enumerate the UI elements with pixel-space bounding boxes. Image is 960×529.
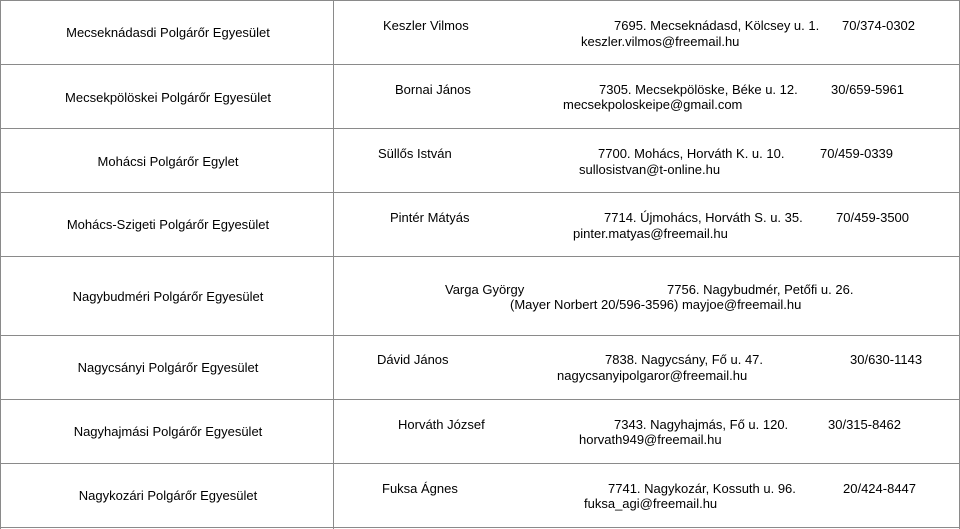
row-divider — [0, 192, 960, 193]
phone: 20/424-8447 — [843, 481, 917, 496]
phone: 70/374-0302 — [842, 18, 916, 33]
phone: 70/459-3500 — [836, 210, 910, 225]
contact-person: Süllős István — [378, 146, 452, 161]
organization-name: Mohácsi Polgárőr Egylet — [97, 154, 239, 169]
contact-person: Keszler Vilmos — [383, 18, 469, 33]
organization-name: Mecsekpölöskei Polgárőr Egyesület — [65, 90, 271, 105]
row-divider — [0, 64, 960, 65]
phone: 30/630-1143 — [850, 352, 923, 367]
row-divider — [0, 463, 960, 464]
email: fuksa_agi@freemail.hu — [584, 496, 718, 511]
contact-person: Fuksa Ágnes — [382, 481, 458, 496]
phone: 30/315-8462 — [828, 417, 902, 432]
email: sullosistvan@t-online.hu — [579, 162, 721, 177]
phone: 70/459-0339 — [820, 146, 894, 161]
row-divider — [0, 0, 960, 1]
organization-name: Nagybudméri Polgárőr Egyesület — [72, 289, 264, 304]
address: 7838. Nagycsány, Fő u. 47. — [605, 352, 764, 367]
row-divider — [0, 399, 960, 400]
address: 7305. Mecsekpölöske, Béke u. 12. — [599, 82, 798, 97]
contact-person: Varga György — [445, 282, 525, 297]
address: 7695. Mecseknádasd, Kölcsey u. 1. — [614, 18, 820, 33]
address: 7741. Nagykozár, Kossuth u. 96. — [608, 481, 796, 496]
organization-name: Mecseknádasdi Polgárőr Egyesület — [66, 25, 270, 40]
row-divider — [0, 527, 960, 528]
contact-person: Dávid János — [377, 352, 449, 367]
address: 7714. Újmohács, Horváth S. u. 35. — [604, 210, 803, 225]
email: keszler.vilmos@freemail.hu — [581, 34, 740, 49]
email: mecsekpoloskeipe@gmail.com — [563, 97, 743, 112]
organization-name: Mohács-Szigeti Polgárőr Egyesület — [66, 217, 270, 232]
column-divider — [333, 0, 334, 529]
email: (Mayer Norbert 20/596-3596) mayjoe@freemail.hu — [510, 297, 802, 312]
row-divider — [0, 335, 960, 336]
address: 7343. Nagyhajmás, Fő u. 120. — [614, 417, 789, 432]
email: nagycsanyipolgaror@freemail.hu — [557, 368, 748, 383]
email: horvath949@freemail.hu — [579, 432, 722, 447]
email: pinter.matyas@freemail.hu — [573, 226, 728, 241]
row-divider — [0, 256, 960, 257]
contact-person: Pintér Mátyás — [390, 210, 470, 225]
row-divider — [0, 128, 960, 129]
phone: 30/659-5961 — [831, 82, 905, 97]
contact-person: Horváth József — [398, 417, 485, 432]
address: 7756. Nagybudmér, Petőfi u. 26. — [667, 282, 854, 297]
contact-person: Bornai János — [395, 82, 471, 97]
organization-name: Nagycsányi Polgárőr Egyesület — [77, 360, 259, 375]
organization-name: Nagyhajmási Polgárőr Egyesület — [73, 424, 263, 439]
organization-name: Nagykozári Polgárőr Egyesület — [78, 488, 258, 503]
table-border-left — [0, 0, 1, 529]
address: 7700. Mohács, Horváth K. u. 10. — [598, 146, 785, 161]
